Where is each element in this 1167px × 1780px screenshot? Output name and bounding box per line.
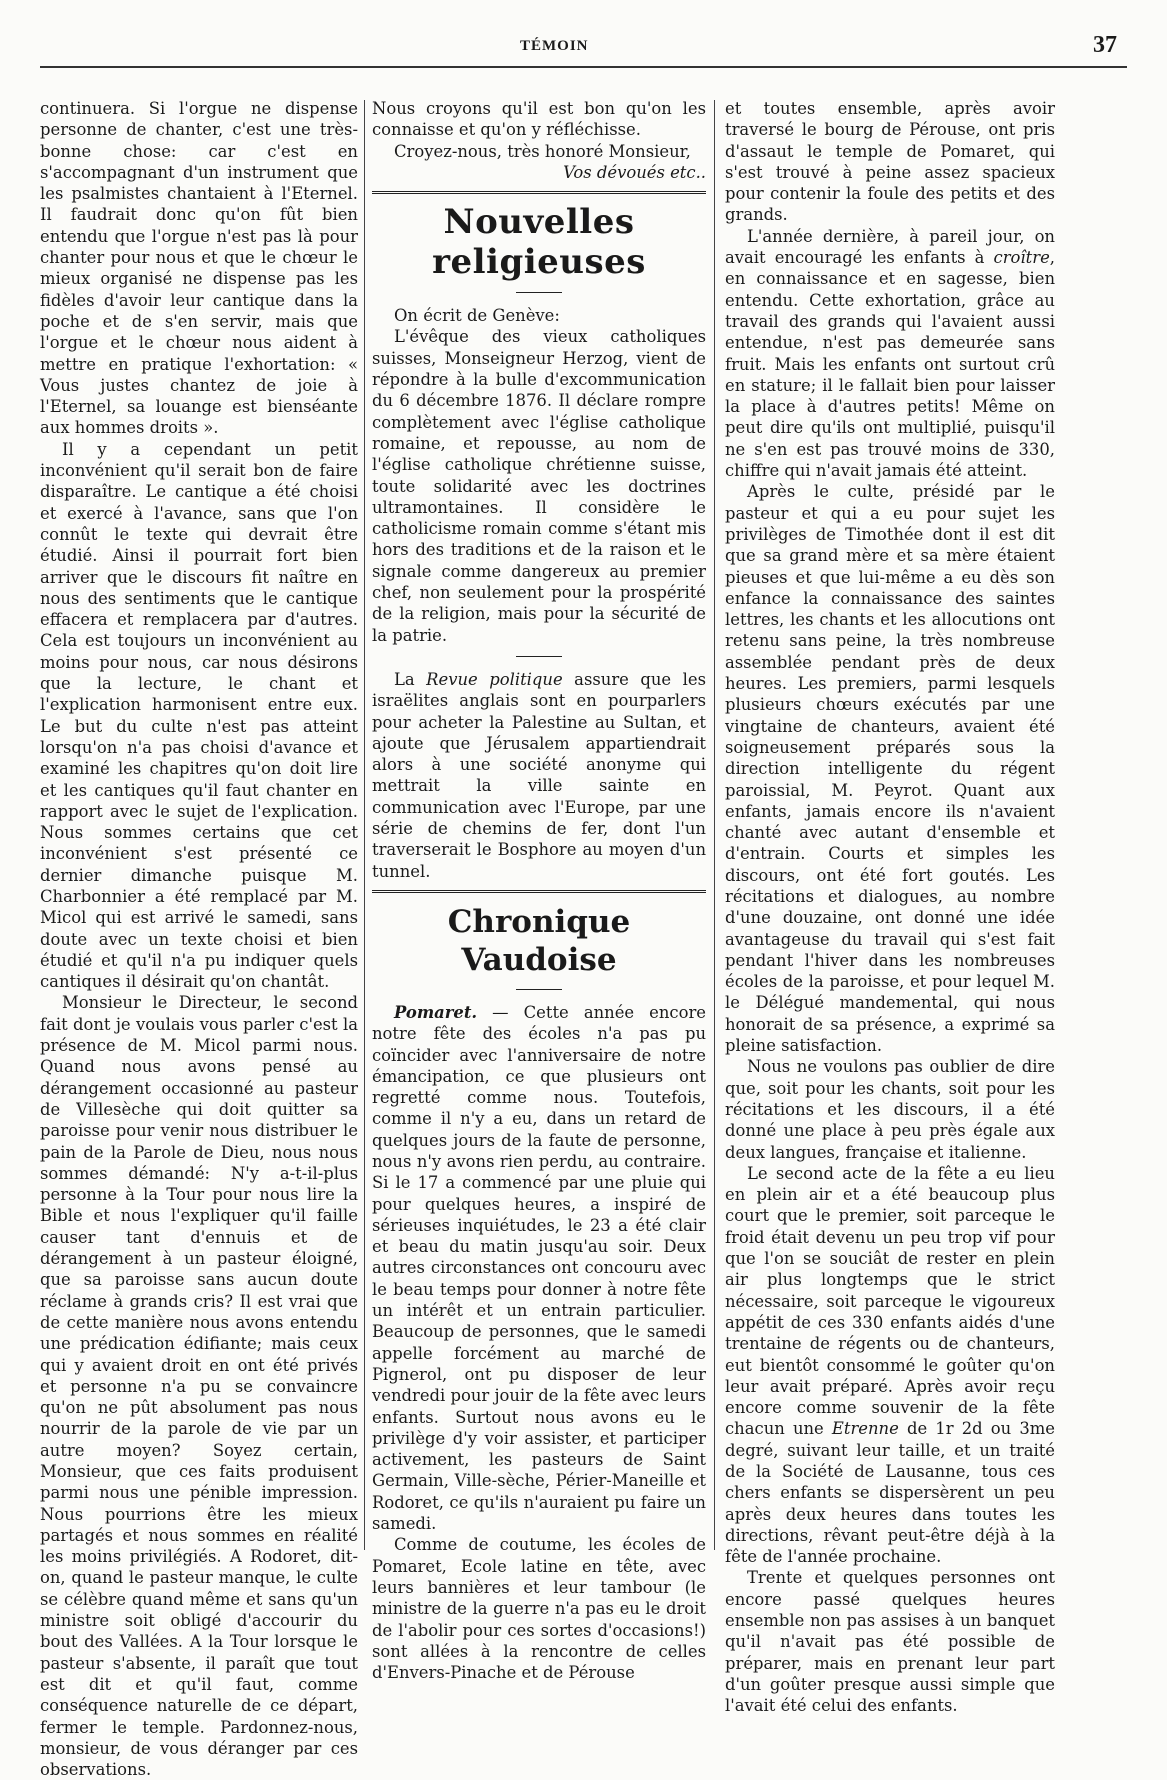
- emphasis: croître: [993, 248, 1050, 268]
- text-run: La: [394, 669, 427, 689]
- place-name: Pomaret.: [394, 1002, 478, 1022]
- header-rule: [40, 66, 1127, 68]
- section-heading-chronique-vaudoise: Chronique Vaudoise: [447, 903, 631, 978]
- paragraph: Après le culte, présidé par le pasteur et qui a eu pour sujet les privilèges de Timothée dont il est dit que sa grand mère et sa mère étaient pieuses et que lui-même a eu dès son enfance la connaissance des saintes lettres, les chants et les allocutions ont retenu sans peine, la très nombreuse assemblée pendant près de deux heures. Les premiers, parmi lesquels plusieurs chœurs exécutés par une vingtaine de chanteurs, avaient été soigneusement préparés sous la direction intelligente du régent paroissial, M. Peyrot. Quant aux enfants, jamais encore ils n'avaient chanté avec autant d'ensemble et d'entrain. Courts et simples les discours, ont été fort goutés. Les récitations et dialogues, au nombre d'une douzaine, ont donné une idée avantageuse du travail qui s'est fait pendant l'hiver dans les nombreuses écoles de la paroisse, et pour lequel M. le Délégué mandemental, qui nous honorait de sa présence, a exprimé sa pleine satisfaction.: [725, 482, 1055, 1056]
- paragraph: Nous ne voulons pas oublier de dire que, soit pour les chants, soit pour les récitations et les discours, il a été donné une place à peu près égale aux deux langues, française et italienne.: [725, 1057, 1055, 1162]
- section-rule: [372, 191, 706, 194]
- paragraph: [725, 1163, 1055, 1568]
- text-run: L'année dernière, à pareil jour, on avait encouragé les enfants à: [725, 226, 1055, 268]
- section-rule: [372, 890, 706, 893]
- paragraph: Trente et quelques personnes ont encore passé quelques heures ensemble non pas assises à un banquet qu'il n'avait pas été possible de préparer, mais en prenant leur part d'un goûter presque aussi simple que l'avait été celui des enfants.: [725, 1568, 1055, 1716]
- short-rule: [516, 292, 562, 293]
- page-header: [40, 28, 1127, 72]
- newspaper-title: TÉMOIN: [520, 38, 589, 54]
- paragraph: Il y a cependant un petit inconvénient qu'il serait bon de faire disparaître. Le cantique a été choisi et exercé à l'avance, sans que l'on connût le texte qui devrait être étudié. Ainsi il pourrait fort bien arriver que le discours fit naître en nous des sentiments que le cantique effacera et remplacera par d'autres. Cela est toujours un inconvénient au moins pour nous, car nous désirons que la lecture, le chant et l'explication harmonisent entre eux. Le but du culte n'est pas atteint lorsqu'on n'a pas choisi d'avance et examiné les chapitres qu'on doit lire et les cantiques qu'il faut chanter en rapport avec le sujet de l'explication. Nous sommes certains que cet inconvénient s'est présenté ce dernier dimanche puisque M. Charbonnier a été remplacé par M. Micol qui est arrivé le samedi, sans doute avec un texte choisi et bien étudié et qu'il n'a pu indiquer quels cantiques il désirait qu'on chantât.: [40, 439, 358, 992]
- paragraph: Croyez-nous, très honoré Monsieur,: [394, 141, 691, 161]
- text-run: — Cette année encore notre fête des écoles n'a pas pu coïncider avec l'anniversaire de notre émancipation, ce que plusieurs ont regretté comme nous. Toutefois, comme il n'y a eu, dans un retard de quelques jours de la faute de personne, nous n'y avons rien perdu, au contraire. Si le 17 a commencé par une pluie qui pour quelques heures, a inspiré de sérieuses inquiétudes, le 23 a été clair et beau du matin jusqu'au soir. Deux autres circonstances ont concouru avec le beau temps pour donner à notre fête un intérêt et un entrain particulier. Beaucoup de personnes, que le samedi appelle forcément au marché de Pignerol, ont pu disposer de leur vendredi pour jouir de la fête avec leurs enfants. Surtout nous avons eu le privilège d'y voir assister, et participer activement, les pasteurs de Saint Germain, Ville-sèche, Périer-Maneille et Rodoret, ce qu'ils n'auraient pu faire un samedi.: [372, 1002, 706, 1534]
- letter-signature: Vos dévoués etc..: [563, 162, 706, 182]
- paragraph: Comme de coutume, les écoles de Pomaret, Ecole latine en tête, avec leurs bannières et leur tambour (le ministre de la guerre n'a pas eu le droit de l'abolir pour ces sortes d'occasions!) sont allées à la rencontre de celles d'Envers-Pinache et de Pérouse: [372, 1535, 706, 1683]
- publication-name: Revue politique: [426, 669, 563, 689]
- emphasis: Etrenne: [831, 1419, 899, 1439]
- short-rule: [516, 989, 562, 990]
- column-3: [725, 98, 1055, 1717]
- column-2: [372, 98, 706, 1683]
- paragraph: [725, 226, 1055, 482]
- paragraph: et toutes ensemble, après avoir traversé le bourg de Pérouse, ont pris d'assaut le temple de Pomaret, qui s'est trouvé à peine assez spacieux pour contenir la foule des petits et des grands.: [725, 99, 1055, 225]
- page-number: 37: [1093, 32, 1117, 58]
- paragraph: [372, 1002, 706, 1534]
- short-rule: [516, 656, 562, 657]
- paragraph: Nous croyons qu'il est bon qu'on les connaisse et qu'on y réfléchisse.: [372, 99, 706, 140]
- text-run: Le second acte de la fête a eu lieu en plein air et a été beaucoup plus court que le premier, soit parceque le froid était devenu un peu trop vif pour que l'on se souciât de rester en plein air plus longtemps que le strict nécessaire, soit parceque le vigoureux appétit de ces 330 enfants aidés d'une trentaine de régents ou de chanteurs, eut bientôt consommé le goûter qu'on leur avait préparé. Après avoir reçu encore comme souvenir de la fête chacun une: [725, 1163, 1055, 1439]
- paragraph: L'évêque des vieux catholiques suisses, Monseigneur Herzog, vient de répondre à la bulle d'excommunication du 6 décembre 1876. Il déclare rompre complètement avec l'église catholique romaine, et repousse, au nom de l'église catholique chrétienne suisse, toute solidarité avec les doctrines ultramontaines. Il considère le catholicisme romain comme s'étant mis hors des traditions et de la raison et le signale comme dangereux au premier chef, non seulement pour la prospérité de la religion, mais pour la sécurité de la patrie.: [372, 327, 706, 645]
- paragraph: On écrit de Genève:: [394, 306, 560, 326]
- column-1: [40, 98, 358, 1780]
- text-run: assure que les israëlites anglais sont en pourparlers pour acheter la Palestine au Sultan, et ajoute que Jérusalem appartiendrait alors à une société anonyme qui mettrait la ville sainte en communication avec l'Europe, par une série de chemins de fer, dont l'un traverserait le Bosphore au moyen d'un tunnel.: [372, 669, 706, 881]
- text-run: de 1r 2d ou 3me degré, suivant leur taille, et un traité de la Société de Lausanne, tous ces chers enfants se dispersèrent un peu après deux heures dans toutes les directions, rêvant peut-être déjà à la fête de l'année prochaine.: [725, 1419, 1055, 1567]
- paragraph: Monsieur le Directeur, le second fait dont je voulais vous parler c'est la présence de M. Micol parmi nous. Quand nous avons pensé au dérangement occasionné au pasteur de Villesèche qui doit quitter sa paroisse pour venir nous distribuer le pain de la Parole de Dieu, nous nous sommes démandé: N'y a-t-il-plus personne à la Tour pour nous lire la Bible et nous l'expliquer qu'il faille causer tant d'ennuis et de dérangement à un pasteur éloigné, que sa paroisse sans aucun doute réclame à grands cris? Il est vrai que de cette manière nous avons entendu une prédication édifiante; mais ceux qui y avaient droit en ont été privés et personne n'a pu se convaincre qu'on ne pût absolument pas nous nourrir de la parole de vie par un autre moyen? Soyez certain, Monsieur, que ces faits produisent parmi nous une pénible impression. Nous pourrions être les mieux partagés et nous sommes en réalité les moins privilégiés. A Rodoret, dit-on, quand le pasteur manque, le culte se célèbre quand même et sans qu'un ministre soit obligé d'accourir du bout des Vallées. A la Tour lorsque le pasteur s'absente, il paraît que tout est dit et qu'il faut, comme conséquence naturelle de ce départ, fermer le temple. Pardonnez-nous, monsieur, de vous déranger par ces observations.: [40, 993, 358, 1780]
- column-divider: [714, 100, 715, 1550]
- section-heading-nouvelles-religieuses: Nouvelles religieuses: [432, 202, 646, 283]
- column-divider: [364, 100, 365, 1550]
- paragraph: [372, 669, 706, 882]
- paragraph: continuera. Si l'orgue ne dispense personne de chanter, c'est une très-bonne chose: car c'est en s'accompagnant d'un instrument que les psalmistes chantaient à l'Eternel. Il faudrait donc qu'on fût bien entendu que l'orgue n'est pas là pour chanter pour nous et que le chœur le mieux organisé ne dispense pas les fidèles d'avoir leur cantique dans la poche et de s'en servir, mais que l'orgue et le chœur nous aident à mettre en pratique l'exhortation: « Vous justes chantez de joie à l'Eternel, sa louange est bienséante aux hommes droits ».: [40, 99, 358, 438]
- text-run: , en connaissance et en sagesse, bien entendu. Cette exhortation, grâce au travail des grands qui l'avaient aussi entendue, n'est pas demeurée sans fruit. Mais les enfants ont surtout crû en stature; il le fallait bien pour laisser la place à d'autres petits! Même on peut dire qu'ils ont multiplié, puisqu'il ne s'en est pas trouvé moins de 330, chiffre qui n'avait jamais été atteint.: [725, 248, 1055, 481]
